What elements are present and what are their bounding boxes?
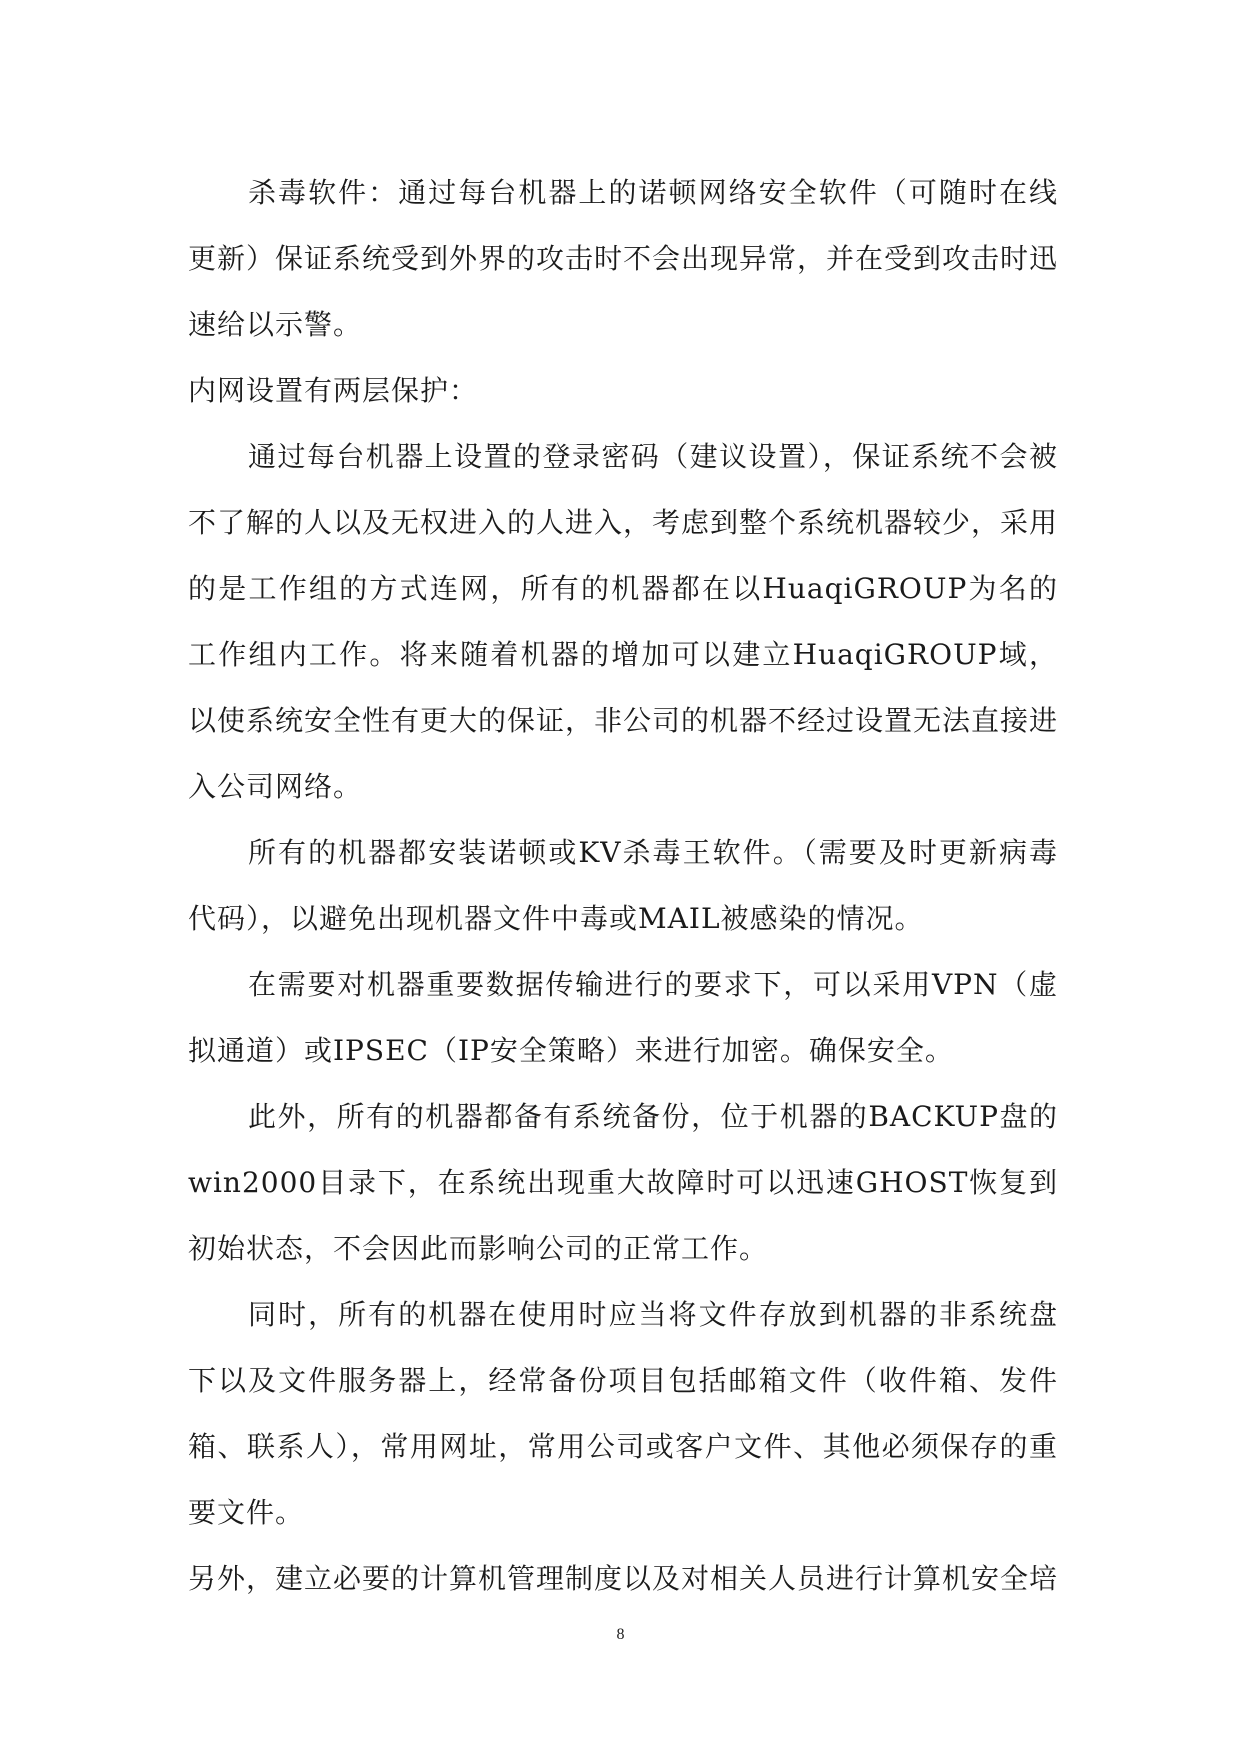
paragraph-management-policy: 另外，建立必要的计算机管理制度以及对相关人员进行计算机安全培 — [188, 1562, 1059, 1595]
paragraph-login-password: 通过每台机器上设置的登录密码（建议设置），保证系统不会被不了解的人以及无权进入的人进入，考虑到整个系统机器较少，采用的是工作组的方式连网，所有的机器都在以HuaqiGROUP为名的工作组内工作。将来随着机器的增加可以建立HuaqiGROUP域，以使系统安全性有更大的保证，非公司的机器不经过设置无法直接进入公司网络。 — [188, 440, 1059, 803]
paragraph-antivirus-install: 所有的机器都安装诺顿或KV杀毒王软件。（需要及时更新病毒代码），以避免出现机器文件中毒或MAIL被感染的情况。 — [188, 836, 1058, 935]
paragraph-system-backup: 此外，所有的机器都备有系统备份，位于机器的BACKUP盘的win2000目录下，在系统出现重大故障时可以迅速GHOST恢复到初始状态，不会因此而影响公司的正常工作。 — [188, 1100, 1058, 1265]
paragraph-vpn-ipsec: 在需要对机器重要数据传输进行的要求下，可以采用VPN（虚拟通道）或IPSEC（IP安全策略）来进行加密。确保安全。 — [188, 968, 1058, 1067]
paragraph-intranet-heading: 内网设置有两层保护： — [188, 374, 479, 407]
document-body — [188, 160, 1058, 1612]
page-number: 8 — [616, 1626, 625, 1643]
paragraph-antivirus: 杀毒软件：通过每台机器上的诺顿网络安全软件（可随时在线更新）保证系统受到外界的攻击时不会出现异常，并在受到攻击时迅速给以示警。 — [188, 176, 1059, 341]
paragraph-file-storage: 同时，所有的机器在使用时应当将文件存放到机器的非系统盘下以及文件服务器上，经常备份项目包括邮箱文件（收件箱、发件箱、联系人），常用网址，常用公司或客户文件、其他必须保存的重要文件。 — [188, 1298, 1058, 1529]
